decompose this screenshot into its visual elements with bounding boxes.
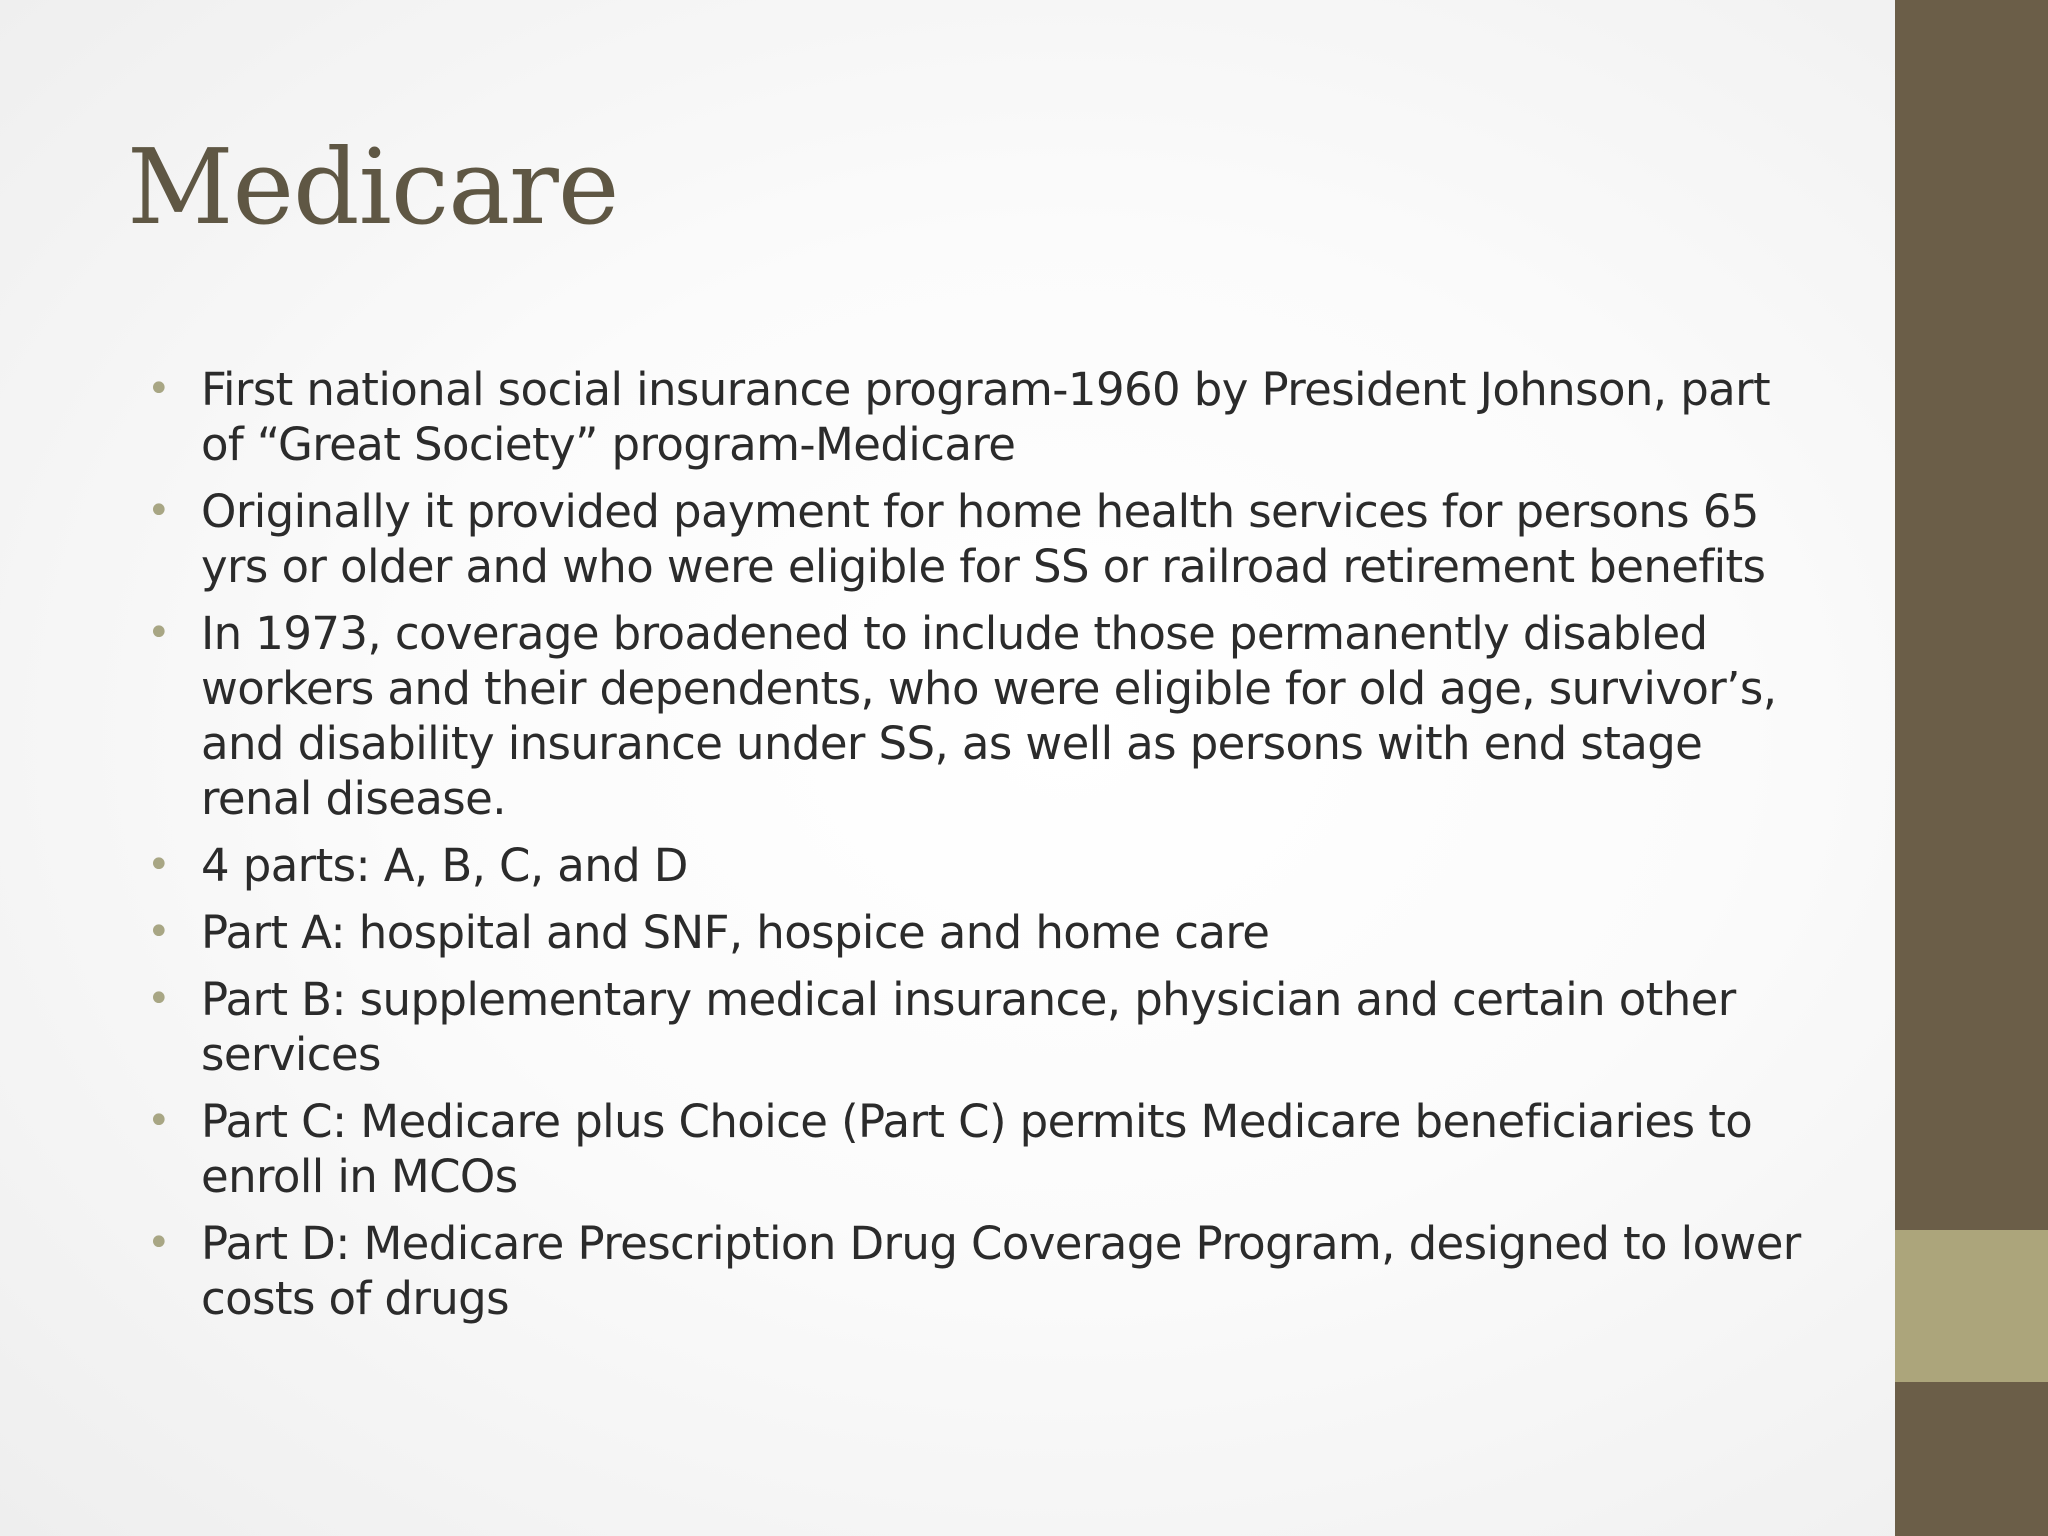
bullet-dot-icon: • — [147, 488, 170, 534]
bullet-dot-icon: • — [147, 909, 170, 955]
bullet-text: Part C: Medicare plus Choice (Part C) permits Medicare beneficiaries to enroll in MCOs — [201, 1095, 1753, 1203]
bullet-text: In 1973, coverage broadened to include those permanently disabled workers and their dependents, who were eligible for old age, survivor’s, and disability insurance under SS, as well as persons with end stage renal disease. — [201, 607, 1777, 825]
bullet-dot-icon: • — [147, 976, 170, 1022]
bullet-text: First national social insurance program-1960 by President Johnson, part of “Great Society” program-Medicare — [201, 363, 1771, 471]
bullet-item — [145, 838, 1805, 893]
bullet-dot-icon: • — [147, 842, 170, 888]
bullet-item — [145, 905, 1805, 960]
bullet-item — [145, 1094, 1805, 1204]
bullet-text: Part B: supplementary medical insurance, physician and certain other services — [201, 973, 1736, 1081]
bullet-item — [145, 972, 1805, 1082]
bullet-text: 4 parts: A, B, C, and D — [201, 839, 688, 892]
bullet-item — [145, 362, 1805, 472]
bullet-dot-icon: • — [147, 1098, 170, 1144]
slide-title: Medicare — [127, 126, 619, 248]
bullet-text: Part D: Medicare Prescription Drug Coverage Program, designed to lower costs of drugs — [201, 1217, 1801, 1325]
bullet-dot-icon: • — [147, 1220, 170, 1266]
bullet-item — [145, 606, 1805, 826]
bullet-dot-icon: • — [147, 366, 170, 412]
bullet-dot-icon: • — [147, 610, 170, 656]
sidebar-accent-block — [1895, 1230, 2048, 1382]
bullet-list — [145, 362, 1805, 1338]
bullet-text: Originally it provided payment for home health services for persons 65 yrs or older and who were eligible for SS or railroad retirement benefits — [201, 485, 1766, 593]
bullet-item — [145, 1216, 1805, 1326]
bullet-text: Part A: hospital and SNF, hospice and home care — [201, 906, 1270, 959]
bullet-item — [145, 484, 1805, 594]
